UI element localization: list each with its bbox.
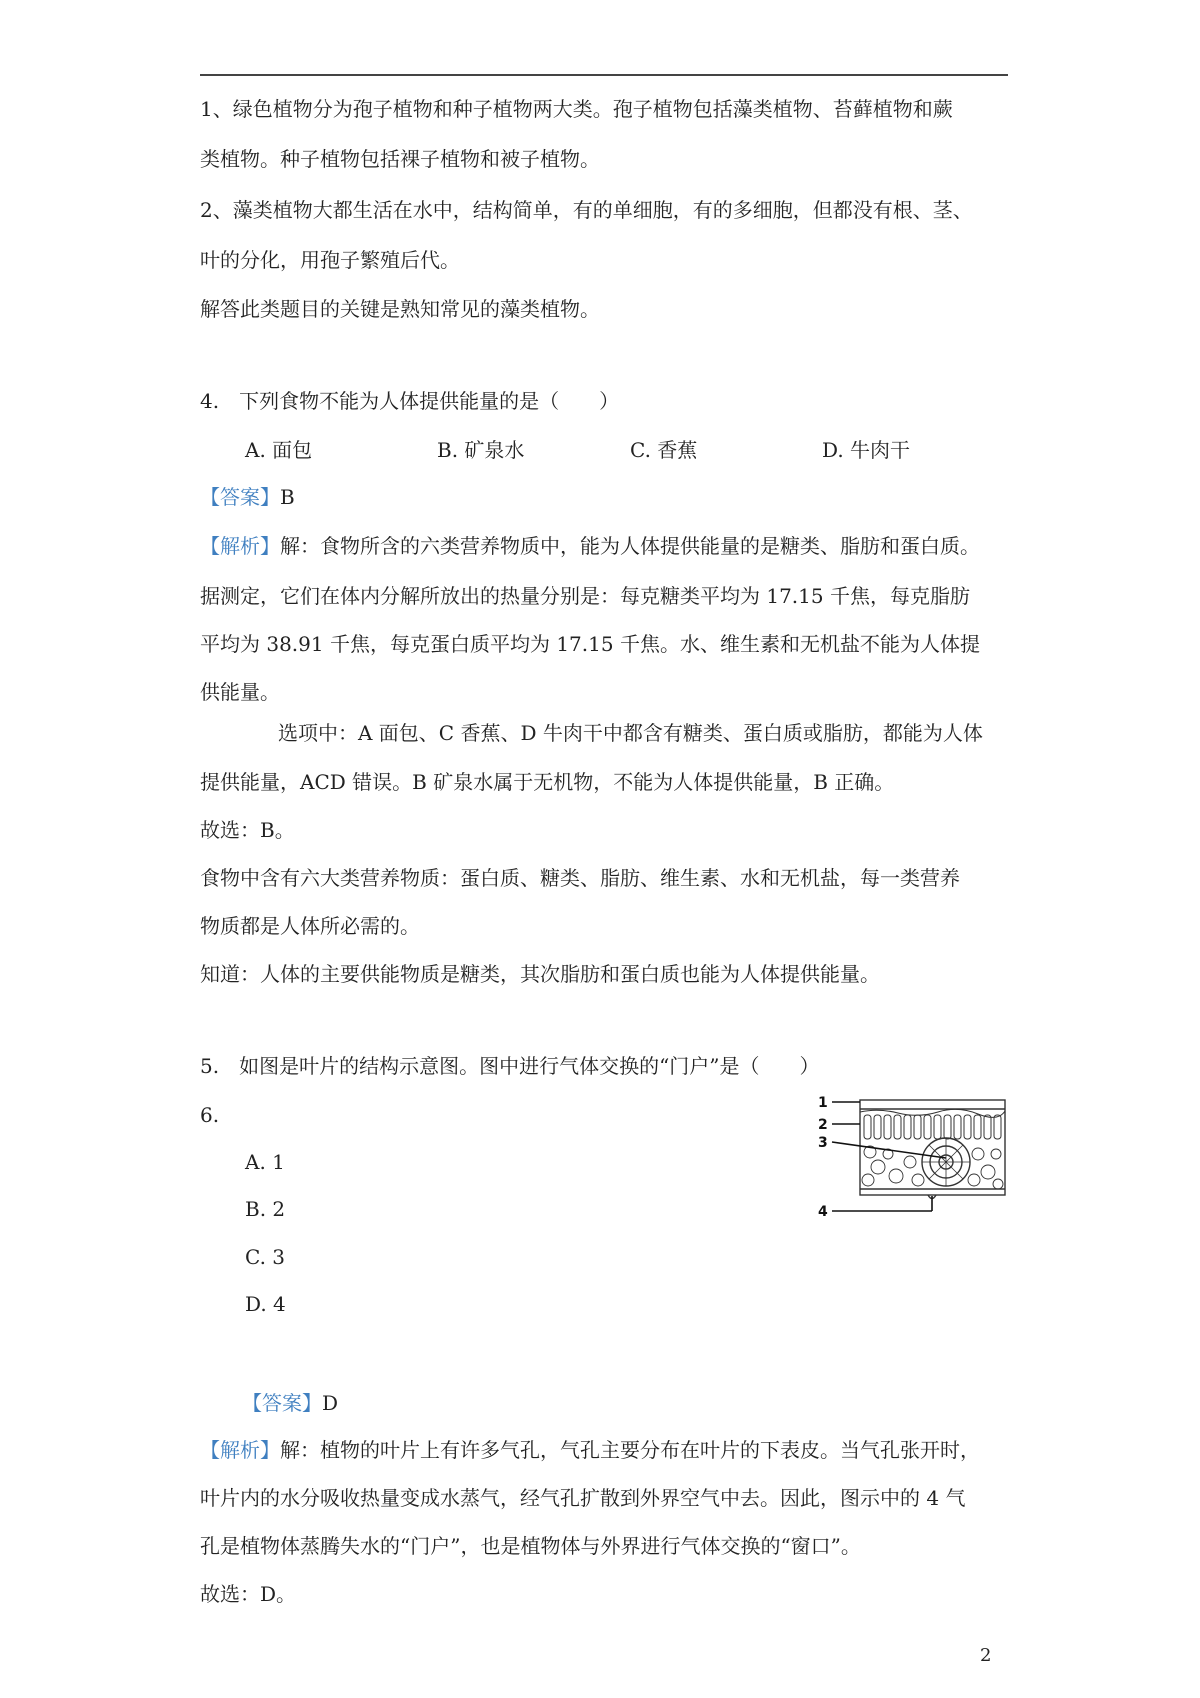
diagram-label-3: 3 bbox=[818, 1135, 828, 1151]
q4-analysis-line-9: 物质都是人体所必需的。 bbox=[200, 914, 420, 938]
q4-stem: 4. 下列食物不能为人体提供能量的是（ ） bbox=[200, 389, 620, 413]
q4-analysis-line-5: 选项中：A 面包、C 香蕉、D 牛肉干中都含有糖类、蛋白质或脂肪，都能为人体 bbox=[278, 721, 983, 745]
q4-analysis-tag: 【解析】 bbox=[200, 534, 280, 558]
q5-analysis-line-1 bbox=[200, 1436, 980, 1464]
q5-answer-tag: 【答案】 bbox=[242, 1391, 322, 1415]
q5-analysis-text-1: 解：植物的叶片上有许多气孔，气孔主要分布在叶片的下表皮。当气孔张开时， bbox=[280, 1438, 980, 1462]
q4-answer-value: B bbox=[280, 485, 295, 509]
q4-analysis-line-2: 据测定，它们在体内分解所放出的热量分别是：每克糖类平均为 17.15 千焦，每克脂肪 bbox=[200, 584, 970, 608]
q4-analysis-line-10: 知道：人体的主要供能物质是糖类，其次脂肪和蛋白质也能为人体提供能量。 bbox=[200, 962, 880, 986]
q5-answer bbox=[242, 1389, 338, 1417]
q4-analysis-line-8: 食物中含有六大类营养物质：蛋白质、糖类、脂肪、维生素、水和无机盐，每一类营养 bbox=[200, 866, 960, 890]
q5-stem: 5. 如图是叶片的结构示意图。图中进行气体交换的“门户”是（ ） bbox=[200, 1054, 820, 1078]
q4-answer-tag: 【答案】 bbox=[200, 485, 280, 509]
q5-analysis-tag: 【解析】 bbox=[200, 1438, 280, 1462]
q5-answer-value: D bbox=[322, 1391, 339, 1415]
q5-analysis-line-4: 故选：D。 bbox=[200, 1582, 297, 1606]
header-rule bbox=[200, 74, 1008, 76]
intro-line-4: 叶的分化，用孢子繁殖后代。 bbox=[200, 248, 460, 272]
q4-option-b: B. 矿泉水 bbox=[437, 438, 525, 462]
leaf-structure-diagram bbox=[818, 1092, 1023, 1227]
q5-analysis-line-3: 孔是植物体蒸腾失水的“门户”，也是植物体与外界进行气体交换的“窗口”。 bbox=[200, 1534, 861, 1558]
intro-line-5: 解答此类题目的关键是熟知常见的藻类植物。 bbox=[200, 297, 600, 321]
q4-analysis-line-7: 故选：B。 bbox=[200, 818, 295, 842]
q4-option-a: A. 面包 bbox=[245, 438, 313, 462]
q5-option-a: A. 1 bbox=[245, 1150, 285, 1174]
q4-analysis-text-1: 解：食物所含的六类营养物质中，能为人体提供能量的是糖类、脂肪和蛋白质。 bbox=[280, 534, 980, 558]
q5-option-c: C. 3 bbox=[245, 1245, 286, 1269]
q4-analysis-line-1 bbox=[200, 532, 980, 560]
intro-line-2: 类植物。种子植物包括裸子植物和被子植物。 bbox=[200, 147, 600, 171]
intro-line-3: 2、藻类植物大都生活在水中，结构简单，有的单细胞，有的多细胞，但都没有根、茎、 bbox=[200, 198, 973, 222]
q4-answer bbox=[200, 483, 295, 511]
intro-line-1: 1、绿色植物分为孢子植物和种子植物两大类。孢子植物包括藻类植物、苔藓植物和蕨 bbox=[200, 97, 953, 121]
q5-number-6: 6. bbox=[200, 1103, 220, 1127]
diagram-label-4: 4 bbox=[818, 1204, 828, 1220]
q5-analysis-line-2: 叶片内的水分吸收热量变成水蒸气，经气孔扩散到外界空气中去。因此，图示中的 4 气 bbox=[200, 1486, 966, 1510]
q5-option-b: B. 2 bbox=[245, 1197, 286, 1221]
diagram-label-2: 2 bbox=[818, 1117, 828, 1133]
page-number: 2 bbox=[980, 1645, 992, 1666]
q4-option-d: D. 牛肉干 bbox=[822, 438, 911, 462]
q4-analysis-line-3: 平均为 38.91 千焦，每克蛋白质平均为 17.15 千焦。水、维生素和无机盐不能为人体提 bbox=[200, 632, 980, 656]
q4-analysis-line-4: 供能量。 bbox=[200, 680, 280, 704]
q4-option-c: C. 香蕉 bbox=[630, 438, 698, 462]
q4-analysis-line-6: 提供能量，ACD 错误。B 矿泉水属于无机物，不能为人体提供能量，B 正确。 bbox=[200, 770, 895, 794]
diagram-label-1: 1 bbox=[818, 1095, 828, 1111]
q5-option-d: D. 4 bbox=[245, 1292, 286, 1316]
